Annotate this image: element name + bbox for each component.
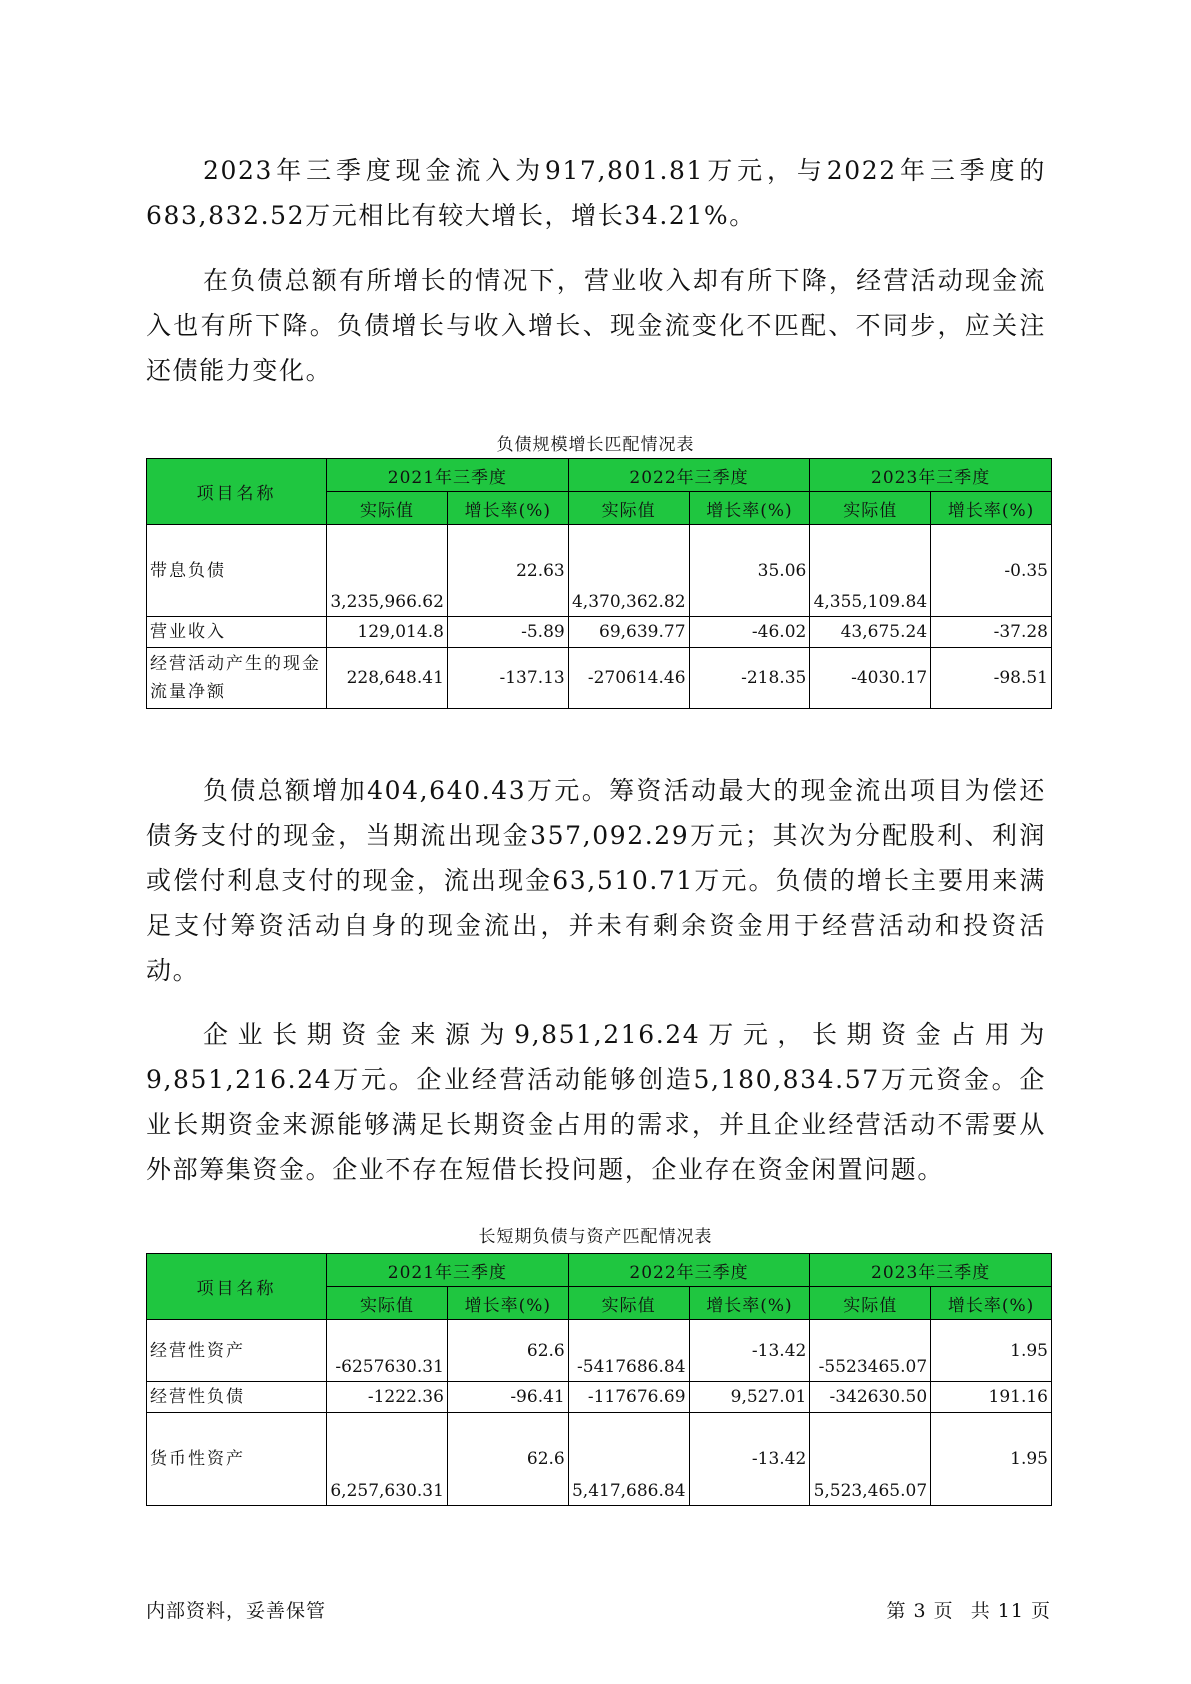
footer-page-number [877,1596,1051,1623]
debt-asset-match-table [146,1253,1052,1506]
cell-value: -46.02 [689,617,810,648]
header-period: 2021年三季度 [327,459,569,492]
cell-value: 6,257,630.31 [327,1413,448,1506]
header-actual: 实际值 [327,492,448,525]
cell-value: 62.6 [447,1320,568,1382]
cell-value: -0.35 [931,525,1052,617]
cell-value: -270614.46 [568,648,689,709]
cell-value: 69,639.77 [568,617,689,648]
header-rate: 增长率(%) [931,1287,1052,1320]
header-actual: 实际值 [568,492,689,525]
cell-value: 5,417,686.84 [568,1413,689,1506]
cell-value: -218.35 [689,648,810,709]
paragraph-debt-usage: 负债总额增加404,640.43万元。筹资活动最大的现金流出项目为偿还债务支付的现金，当期流出现金357,092.29万元；其次为分配股利、利润或偿付利息支付的现金，流出现金63,510.71万元。负债的增长主要用来满足支付筹资活动自身的现金流出，并未有剩余资金用于经营活动和投资活动。 [146,776,1046,985]
cell-value: -117676.69 [568,1382,689,1413]
cell-value: -37.28 [931,617,1052,648]
cell-value: -4030.17 [810,648,931,709]
table-row [147,617,1052,648]
table-row [147,1382,1052,1413]
cell-value: 9,527.01 [689,1382,810,1413]
cell-value: 3,235,966.62 [327,525,448,617]
header-item-name: 项目名称 [147,1254,327,1320]
cell-value: -342630.50 [810,1382,931,1413]
table2-caption: 长短期负债与资产匹配情况表 [478,1227,713,1247]
cell-value: 4,370,362.82 [568,525,689,617]
paragraph-long-term-funds: 企业长期资金来源为9,851,216.24万元，长期资金占用为9,851,216.24万元。企业经营活动能够创造5,180,834.57万元资金。企业长期资金来源能够满足长期资金占用的需求，并且企业经营活动不需要从外部筹集资金。企业不存在短借长投问题，企业存在资金闲置问题。 [146,1020,1046,1184]
cell-value: -5523465.07 [810,1320,931,1382]
header-actual: 实际值 [810,492,931,525]
header-rate: 增长率(%) [689,1287,810,1320]
header-period: 2023年三季度 [810,459,1052,492]
header-rate: 增长率(%) [447,1287,568,1320]
cell-value: -5.89 [447,617,568,648]
paragraph-cash-inflow: 2023年三季度现金流入为917,801.81万元，与2022年三季度的683,832.52万元相比有较大增长，增长34.21%。 [146,156,1046,230]
cell-value: -98.51 [931,648,1052,709]
header-period: 2022年三季度 [568,1254,810,1287]
header-item-name: 项目名称 [147,459,327,525]
row-name: 货币性资产 [147,1413,327,1506]
cell-value: 35.06 [689,525,810,617]
row-name: 经营活动产生的现金流量净额 [147,648,327,709]
cell-value: 62.6 [447,1413,568,1506]
cell-value: 4,355,109.84 [810,525,931,617]
cell-value: 5,523,465.07 [810,1413,931,1506]
paragraph-debt-growth: 在负债总额有所增长的情况下，营业收入却有所下降，经营活动现金流入也有所下降。负债增长与收入增长、现金流变化不匹配、不同步，应关注还债能力变化。 [146,266,1046,385]
cell-value: -6257630.31 [327,1320,448,1382]
header-actual: 实际值 [327,1287,448,1320]
header-rate: 增长率(%) [931,492,1052,525]
row-name: 带息负债 [147,525,327,617]
table-row [147,525,1052,617]
cell-value: -96.41 [447,1382,568,1413]
cell-value: -1222.36 [327,1382,448,1413]
total-pages-label: 共 11 页 [970,1600,1051,1622]
page-label: 第 3 页 [886,1600,954,1622]
header-rate: 增长率(%) [447,492,568,525]
debt-scale-table [146,458,1052,709]
table1-caption: 负债规模增长匹配情况表 [496,435,695,455]
header-period: 2023年三季度 [810,1254,1052,1287]
cell-value: 1.95 [931,1320,1052,1382]
cell-value: -13.42 [689,1413,810,1506]
table-row [147,1413,1052,1506]
cell-value: -13.42 [689,1320,810,1382]
header-rate: 增长率(%) [689,492,810,525]
cell-value: 129,014.8 [327,617,448,648]
cell-value: -137.13 [447,648,568,709]
cell-value: 228,648.41 [327,648,448,709]
header-actual: 实际值 [568,1287,689,1320]
cell-value: 191.16 [931,1382,1052,1413]
table-row [147,648,1052,709]
header-period: 2022年三季度 [568,459,810,492]
footer-confidential-note: 内部资料，妥善保管 [146,1600,327,1622]
row-name: 营业收入 [147,617,327,648]
cell-value: 43,675.24 [810,617,931,648]
row-name: 经营性负债 [147,1382,327,1413]
cell-value: 1.95 [931,1413,1052,1506]
header-period: 2021年三季度 [327,1254,569,1287]
cell-value: 22.63 [447,525,568,617]
header-actual: 实际值 [810,1287,931,1320]
cell-value: -5417686.84 [568,1320,689,1382]
table-row [147,1320,1052,1382]
row-name: 经营性资产 [147,1320,327,1382]
